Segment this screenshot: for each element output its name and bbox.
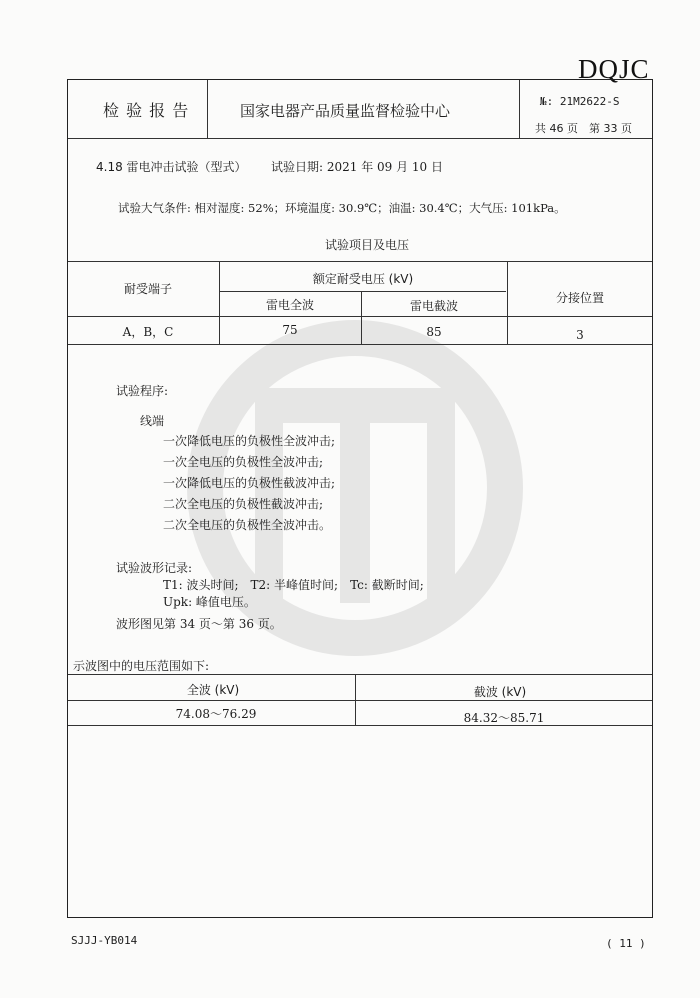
waveform-reference: 波形图见第 34 页～第 36 页。 [116,617,282,631]
procedure-title: 试验程序: [116,384,169,398]
col-rated-voltage: 额定耐受电压 (kV) [312,272,414,286]
report-frame [67,79,653,918]
section-heading: 4.18 雷电冲击试验（型式） [96,160,247,174]
col-tap-position: 分接位置 [555,291,605,305]
range-full-value: 74.08～76.29 [175,707,257,721]
dqjc-mark: DQJC [578,54,650,84]
range-col-full: 全波 (kV) [186,683,240,697]
waveform-legend-1: T1: 波头时间; T2: 半峰值时间; Tc: 截断时间; [163,578,424,592]
form-code: SJJJ-YB014 [71,934,138,947]
col-terminal: 耐受端子 [123,282,173,296]
procedure-step: 二次全电压的负极性全波冲击。 [163,518,332,532]
org-name: 国家电器产品质量监督检验中心 [240,102,451,120]
row-tap-value: 3 [576,328,584,342]
page-count: 共 46 页 第 33 页 [535,122,632,135]
row-chopped-wave-value: 85 [426,325,442,339]
waveform-title: 试验波形记录: [116,561,193,575]
col-chopped-wave: 雷电截波 [409,299,459,313]
procedure-terminal: 线端 [140,414,165,428]
procedure-step: 一次降低电压的负极性全波冲击; [163,434,336,448]
test-conditions: 试验大气条件: 相对湿度: 52%；环境温度: 30.9℃；油温: 30.4℃；大气压: 101kPa。 [118,201,566,215]
procedure-step: 一次全电压的负极性全波冲击; [163,455,324,469]
page-number: ( 11 ) [606,937,646,950]
row-terminal: A，B，C [122,325,174,339]
report-title: 检 验 报 告 [103,101,190,120]
range-caption: 示波图中的电压范围如下: [73,659,210,673]
range-col-chopped: 截波 (kV) [473,685,527,699]
waveform-legend-2: Upk: 峰值电压。 [163,595,256,609]
procedure-step: 二次全电压的负极性截波冲击; [163,497,324,511]
range-chopped-value: 84.32～85.71 [463,711,545,725]
row-full-wave-value: 75 [282,323,298,337]
col-full-wave: 雷电全波 [265,298,315,312]
table-caption: 试验项目及电压 [324,238,410,252]
header-divider [68,138,652,139]
procedure-step: 一次降低电压的负极性截波冲击; [163,476,336,490]
report-number: №: 21M2622-S [540,95,620,108]
test-date: 试验日期: 2021 年 09 月 10 日 [271,160,444,174]
